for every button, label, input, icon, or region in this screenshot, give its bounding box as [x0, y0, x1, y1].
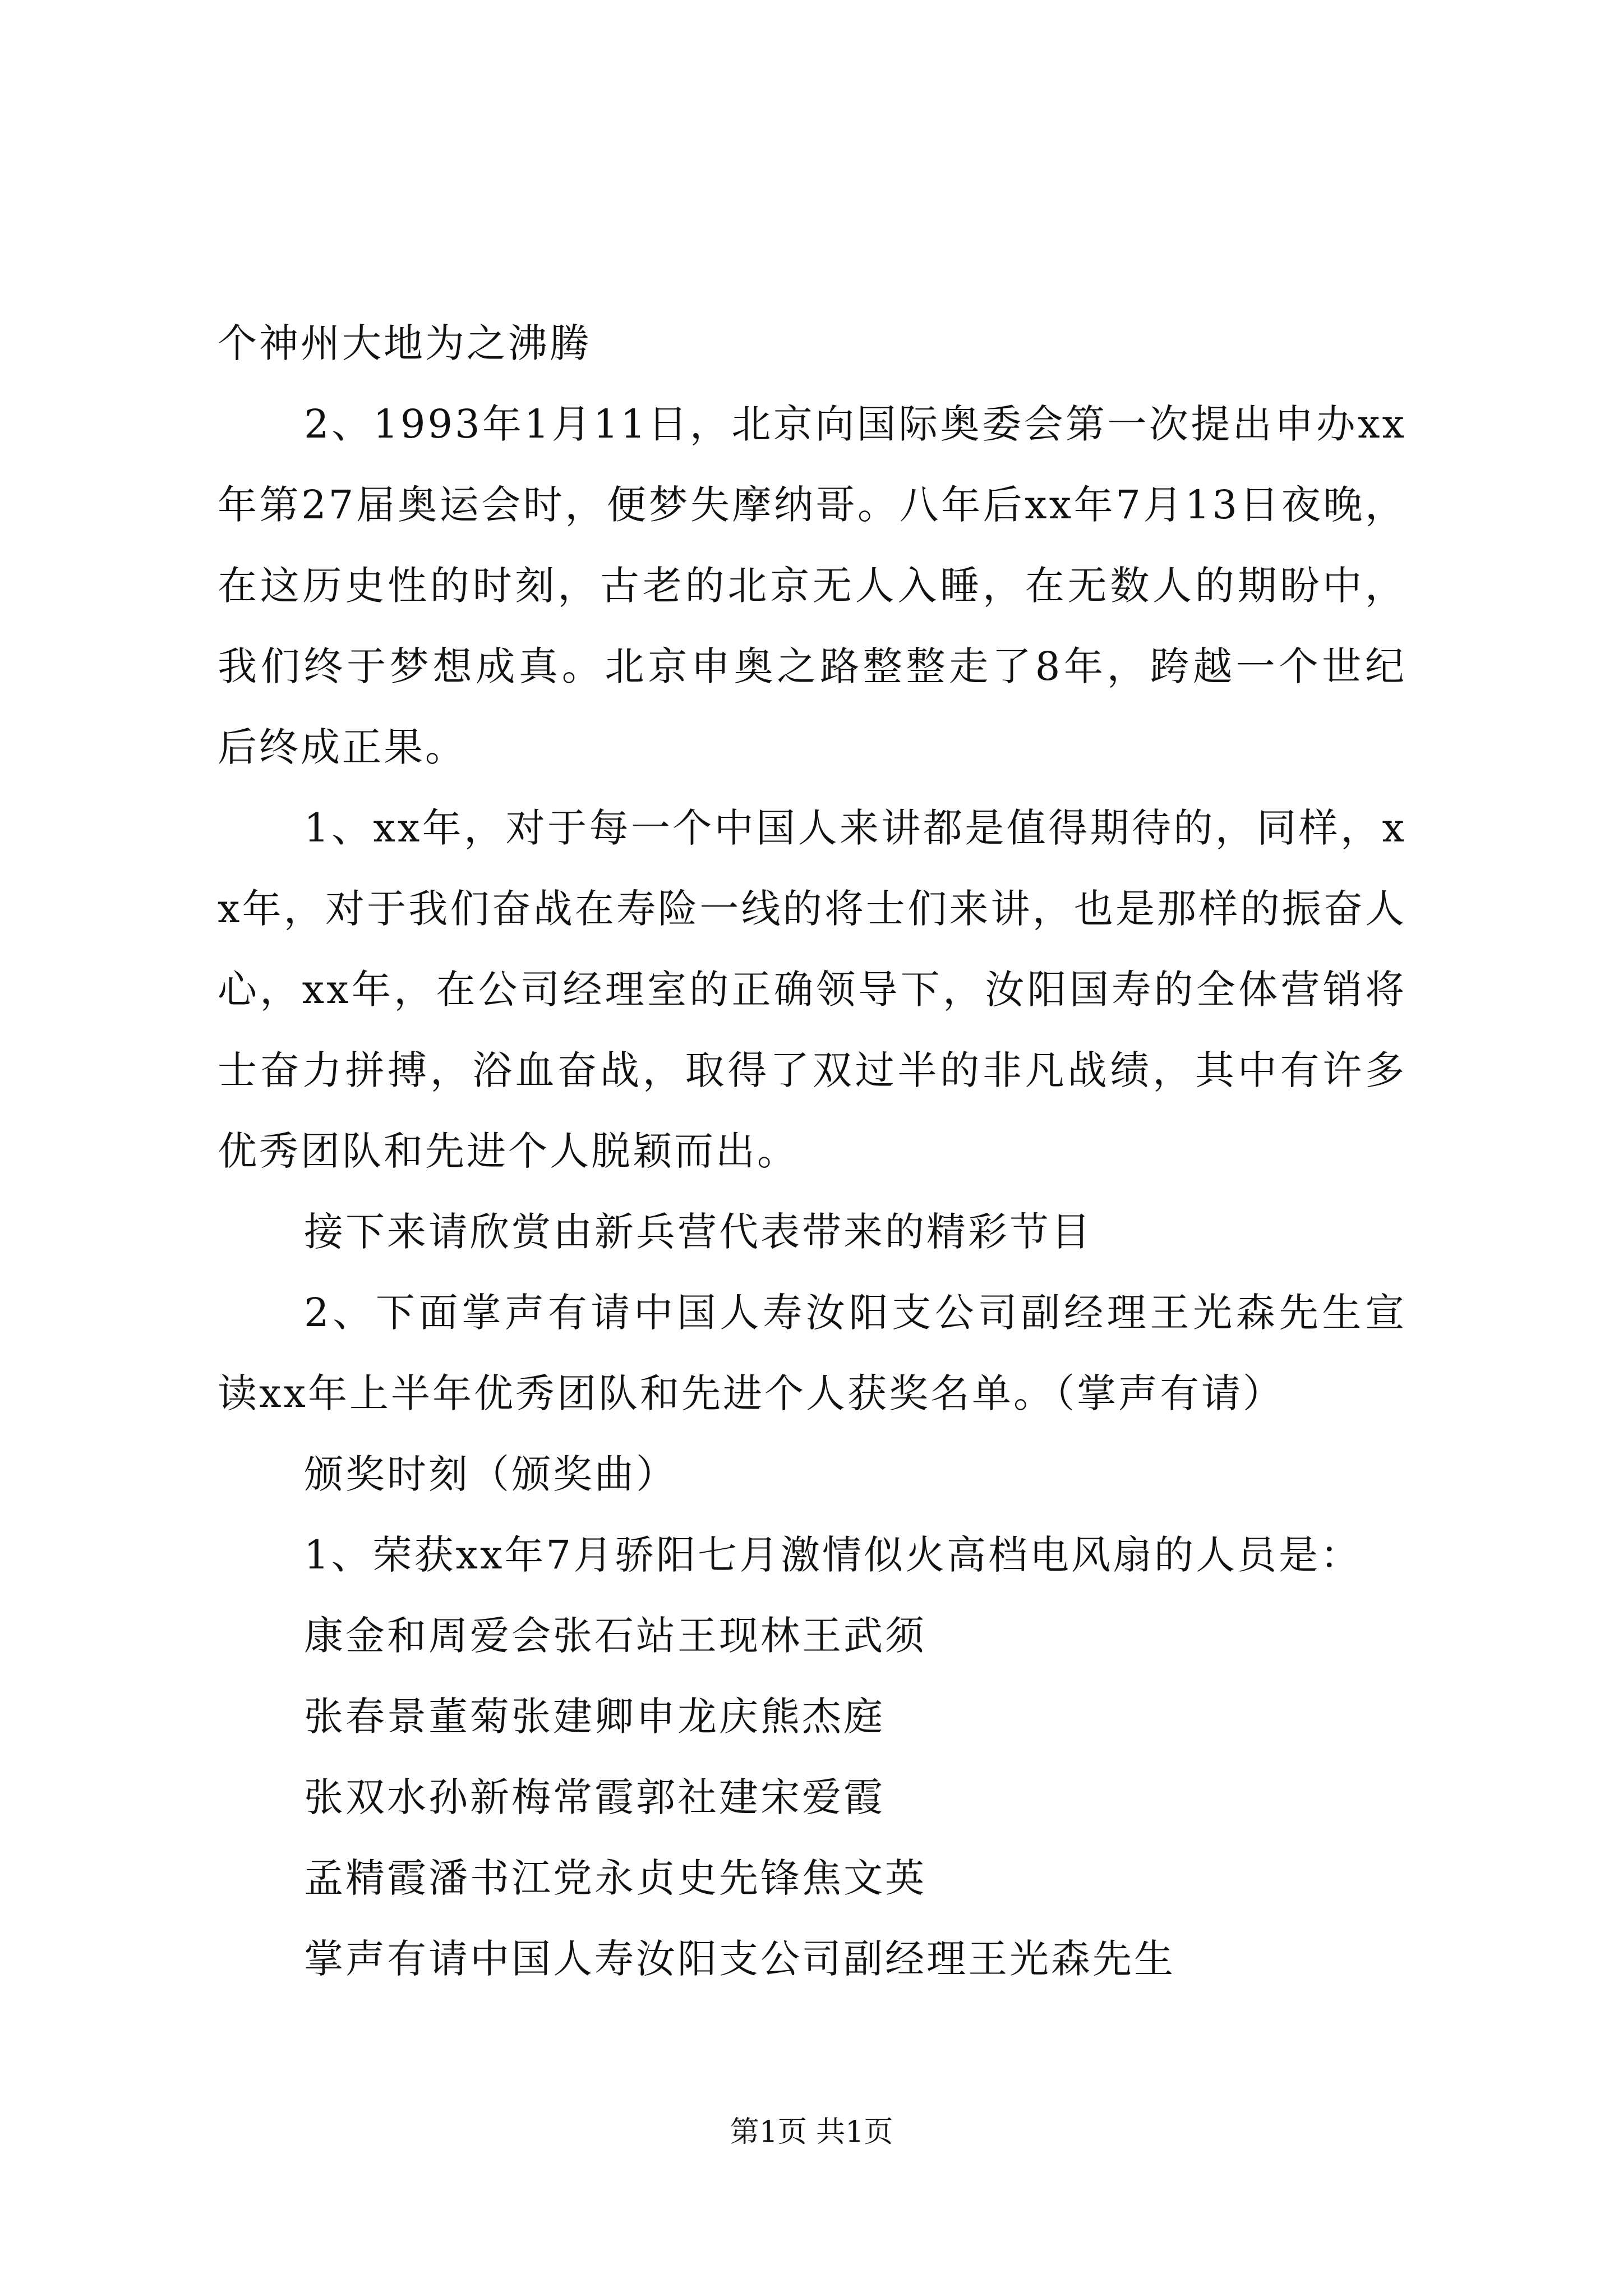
paragraph-performance-intro: 接下来请欣赏由新兵营代表带来的精彩节目 [304, 1209, 1092, 1255]
winner-names-line-4: 孟精霞潘书江党永贞史先锋焦文英 [304, 1855, 926, 1901]
paragraph-award-list-announcement: 2、下面掌声有请中国人寿汝阳支公司副经理王光森先生宣读xx年上半年优秀团队和先进个人获奖名单。（掌声有请） [218, 1290, 1407, 1416]
paragraph-continuation: 个神州大地为之沸腾 [218, 320, 591, 366]
paragraph-invite-presenter: 掌声有请中国人寿汝阳支公司副经理王光森先生 [304, 1936, 1175, 1982]
page-footer: 第1页 共1页 [730, 2115, 893, 2149]
paragraph-award-fan-winners: 1、荣获xx年7月骄阳七月激情似火高档电风扇的人员是： [304, 1532, 1362, 1578]
paragraph-beijing-olympic-bid: 2、1993年1月11日，北京向国际奥委会第一次提出申办xx年第27届奥运会时，便梦失摩纳哥。八年后xx年7月13日夜晚，在这历史性的时刻，古老的北京无人入睡，在无数人的期盼中，我们终于梦想成真。北京申奥之路整整走了8年，跨越一个世纪后终成正果。 [218, 401, 1407, 770]
document-body [218, 303, 1407, 1999]
paragraph-annual-results: 1、xx年，对于每一个中国人来讲都是值得期待的，同样，xx年，对于我们奋战在寿险一线的将士们来讲，也是那样的振奋人心，xx年，在公司经理室的正确领导下，汝阳国寿的全体营销将士奋力拼搏，浴血奋战，取得了双过半的非凡战绩，其中有许多优秀团队和先进个人脱颖而出。 [218, 805, 1407, 1174]
winner-names-line-1: 康金和周爱会张石站王现林王武须 [304, 1613, 926, 1659]
winner-names-line-3: 张双水孙新梅常霞郭社建宋爱霞 [304, 1774, 885, 1820]
paragraph-award-ceremony: 颁奖时刻（颁奖曲） [304, 1451, 677, 1497]
winner-names-line-2: 张春景董菊张建卿申龙庆熊杰庭 [304, 1694, 885, 1740]
